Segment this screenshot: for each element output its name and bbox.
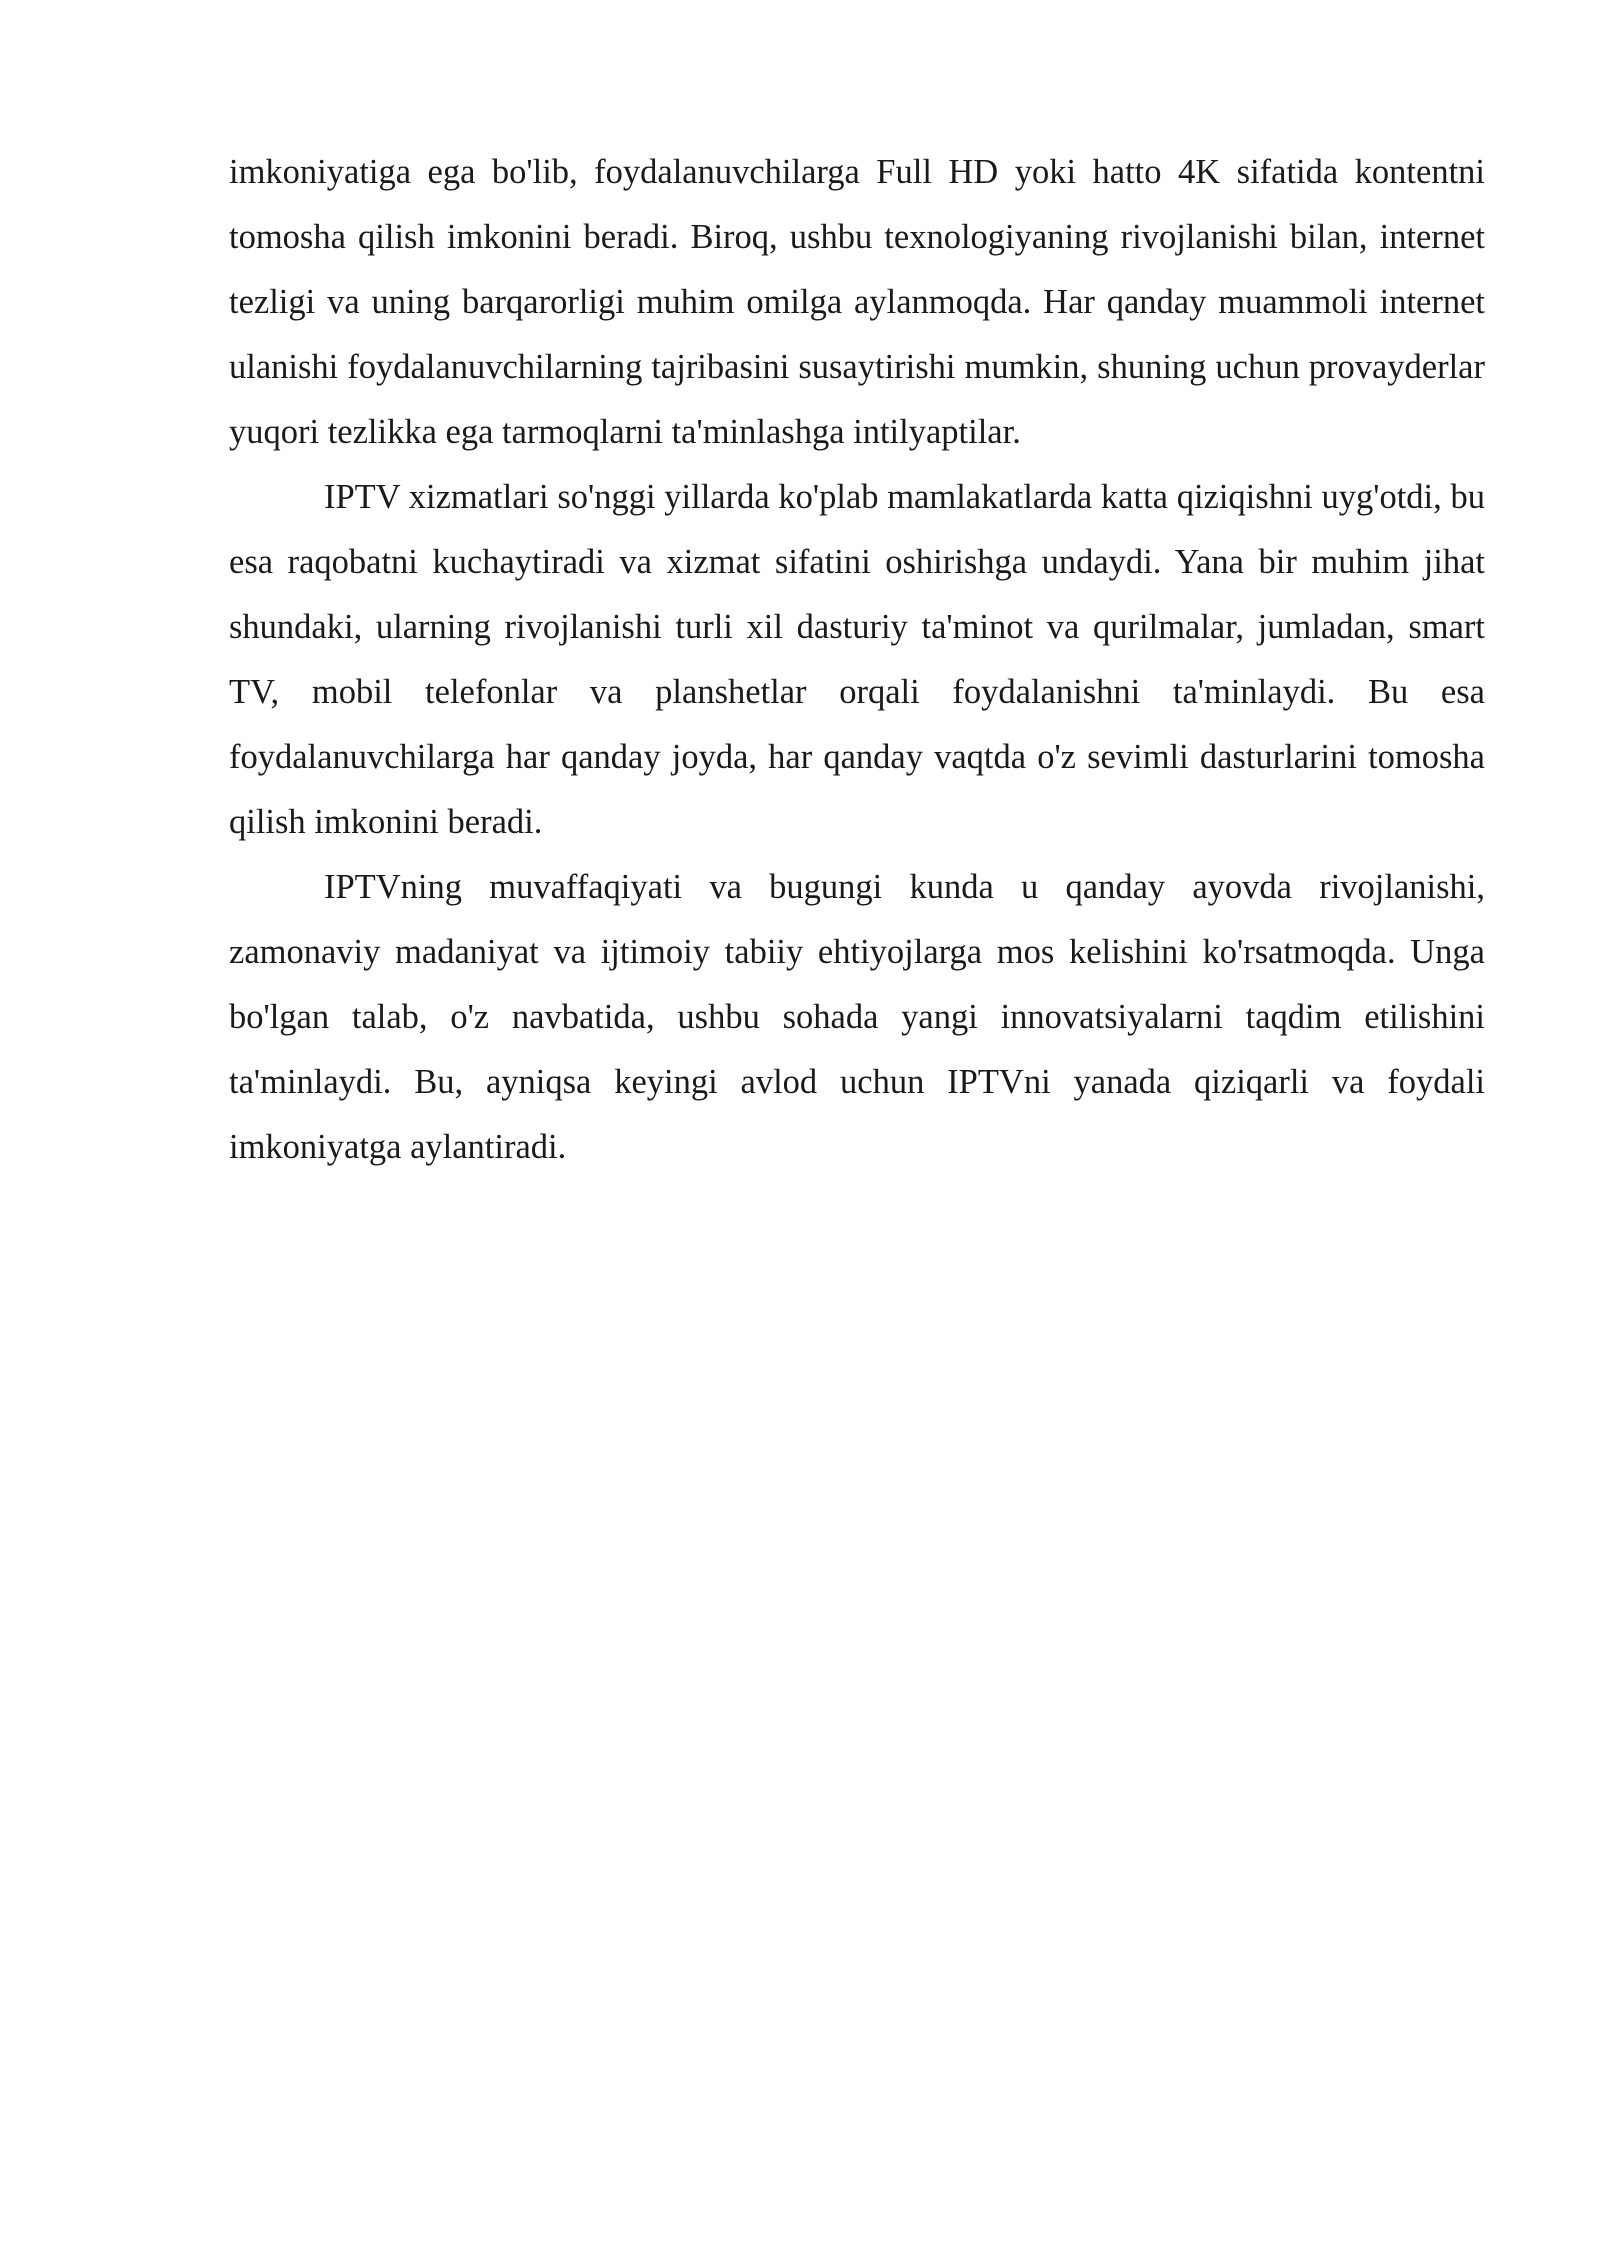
paragraph-continuation: imkoniyatiga ega bo'lib, foydalanuvchilarga Full HD yoki hatto 4K sifatida kontentni tomosha qilish imkonini beradi. Biroq, ushbu texnologiyaning rivojlanishi bilan, internet tezligi va uning barqarorligi muhim omilga aylanmoqda. Har qanday muammoli internet ulanishi foydalanuvchilarning tajribasini susaytirishi mumkin, shuning uchun provayderlar yuqori tezlikka ega tarmoqlarni ta'minlashga intilyaptilar.	[229, 153, 1485, 451]
paragraph-iptv-success: IPTVning muvaffaqiyati va bugungi kunda u qanday ayovda rivojlanishi, zamonaviy madaniyat va ijtimoiy tabiiy ehtiyojlarga mos kelishini ko'rsatmoqda. Unga bo'lgan talab, o'z navbatida, ushbu sohada yangi innovatsiyalarni taqdim etilishini ta'minlaydi. Bu, ayniqsa keyingi avlod uchun IPTVni yanada qiziqarli va foydali imkoniyatga aylantiradi.	[229, 868, 1485, 1166]
paragraph-iptv-services: IPTV xizmatlari so'nggi yillarda ko'plab mamlakatlarda katta qiziqishni uyg'otdi, bu esa raqobatni kuchaytiradi va xizmat sifatini oshirishga undaydi. Yana bir muhim jihat shundaki, ularning rivojlanishi turli xil dasturiy ta'minot va qurilmalar, jumladan, smart TV, mobil telefonlar va planshetlar orqali foydalanishni ta'minlaydi. Bu esa foydalanuvchilarga har qanday joyda, har qanday vaqtda o'z sevimli dasturlarini tomosha qilish imkonini beradi.	[229, 478, 1485, 841]
document-body	[229, 140, 1485, 1180]
